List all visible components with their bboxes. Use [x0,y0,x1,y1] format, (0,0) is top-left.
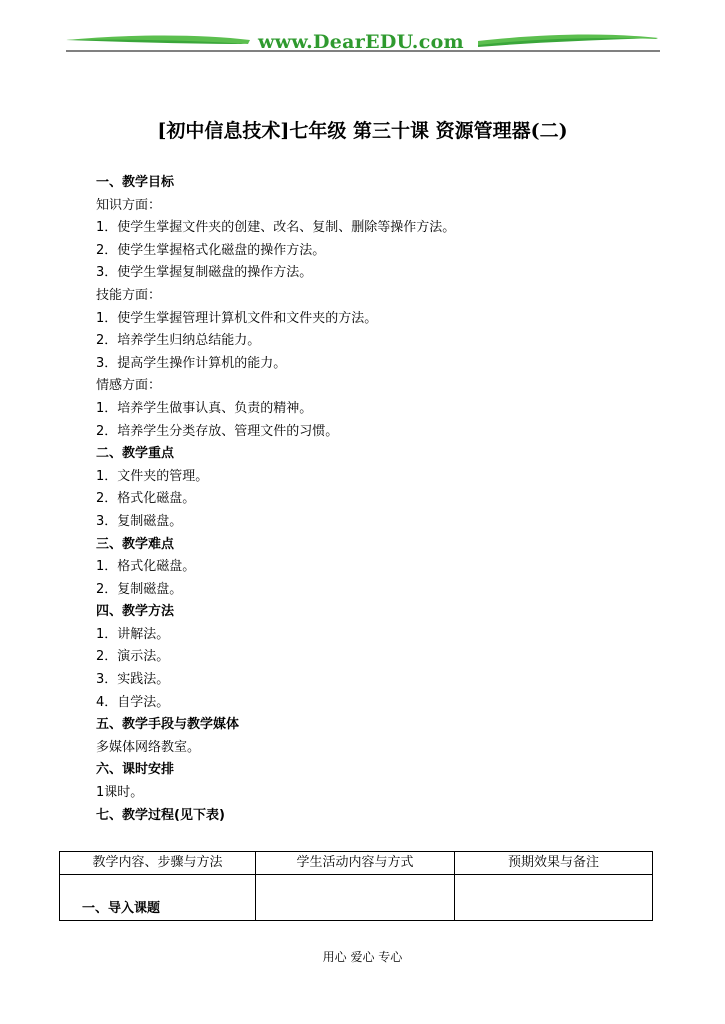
intro-section-label: 一、导入课题 [82,901,161,916]
content-line: 1．讲解法。 [96,626,170,642]
section-heading: 三、教学难点 [96,536,175,552]
content-line: 情感方面： [96,378,162,394]
table-header-row [60,852,653,875]
content-line: 知识方面： [96,197,162,213]
content-line: 1．培养学生做事认真、负责的精神。 [96,400,313,416]
content-line: 2．复制磁盘。 [96,581,183,597]
content-line: 2．演示法。 [96,649,170,665]
content-line: 1．格式化磁盘。 [96,559,196,575]
site-logo-text: www.DearEDU.com [258,31,464,53]
section-heading: 七、教学过程(见下表) [96,807,225,823]
document-title: [初中信息技术]七年级 第三十课 资源管理器(二) [157,120,568,142]
table-row [60,875,653,921]
section-heading: 二、教学重点 [96,446,175,462]
lesson-content [96,172,656,827]
table-header-cell: 教学内容、步骤与方法 [60,852,256,875]
content-line: 3．使学生掌握复制磁盘的操作方法。 [96,265,313,281]
table-cell [60,875,256,921]
table-cell [455,875,653,921]
content-line: 1课时。 [96,785,144,801]
section-heading: 六、课时安排 [96,762,175,778]
content-line: 1．文件夹的管理。 [96,468,209,484]
page-header [0,0,725,70]
section-heading: 五、教学手段与教学媒体 [96,717,240,733]
content-line: 2．培养学生分类存放、管理文件的习惯。 [96,423,339,439]
content-line: 4．自学法。 [96,694,170,710]
content-line: 多媒体网络教室。 [96,739,201,755]
table-header-cell: 预期效果与备注 [455,852,653,875]
table-cell [256,875,455,921]
content-line: 2．使学生掌握格式化磁盘的操作方法。 [96,242,326,258]
content-line: 1．使学生掌握管理计算机文件和文件夹的方法。 [96,310,378,326]
content-line: 1．使学生掌握文件夹的创建、改名、复制、删除等操作方法。 [96,220,456,236]
table-header-cell: 学生活动内容与方式 [256,852,455,875]
content-line: 2．培养学生归纳总结能力。 [96,333,261,349]
content-line: 2．格式化磁盘。 [96,491,196,507]
section-heading: 一、教学目标 [96,175,175,190]
page-footer: 用心 爱心 专心 [322,950,403,964]
section-heading: 四、教学方法 [96,604,175,620]
content-line: 3．实践法。 [96,672,170,688]
content-line: 3．提高学生操作计算机的能力。 [96,355,287,371]
content-line: 3．复制磁盘。 [96,513,183,529]
lesson-process-table [59,851,653,921]
content-line: 技能方面： [96,287,162,303]
